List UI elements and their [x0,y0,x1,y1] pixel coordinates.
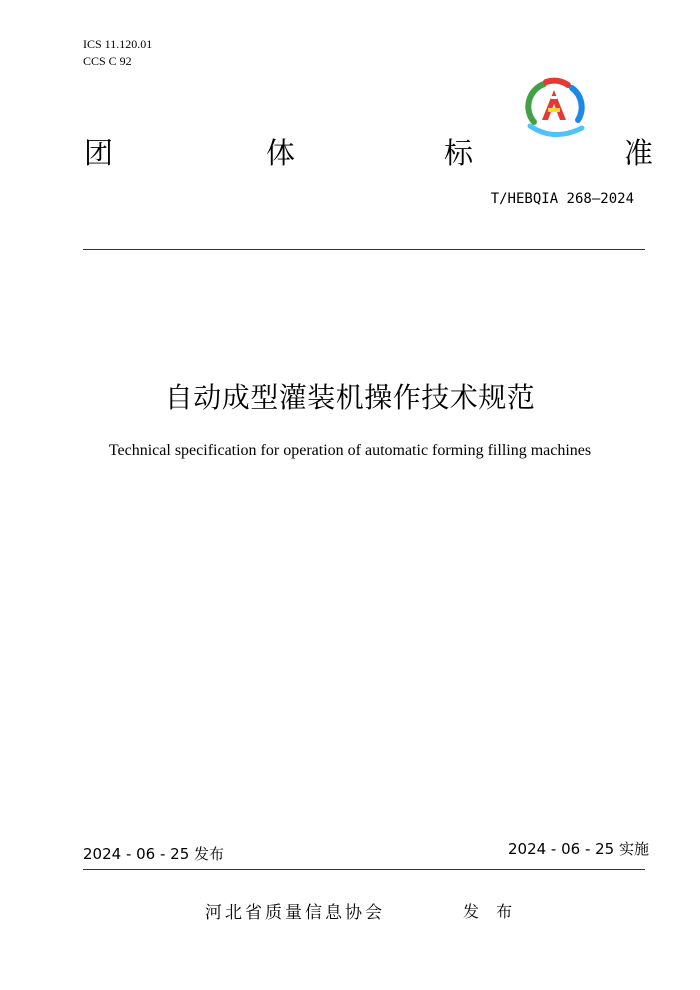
category-char: 准 [624,136,654,170]
standard-number: T/HEBQIA 268—2024 [490,191,634,207]
implementation-date: 2024 - 06 - 25 实施 [507,840,649,858]
association-emblem-icon [520,76,588,140]
bottom-divider [83,869,645,870]
ics-code: ICS 11.120.01 [83,37,153,51]
ccs-code: CCS C 92 [83,54,132,68]
issue-date: 2024 - 06 - 25 发布 [83,845,225,863]
category-char: 体 [266,136,296,170]
publisher-name: 河北省质量信息协会 [205,903,385,923]
top-divider [83,249,645,250]
publish-label: 发 布 [463,902,519,921]
document-title-english: Technical specification for operation of automatic forming filling machines [108,442,592,459]
category-char: 标 [444,136,474,170]
category-char: 团 [84,136,114,170]
document-title-chinese: 自动成型灌装机操作技术规范 [164,381,536,414]
